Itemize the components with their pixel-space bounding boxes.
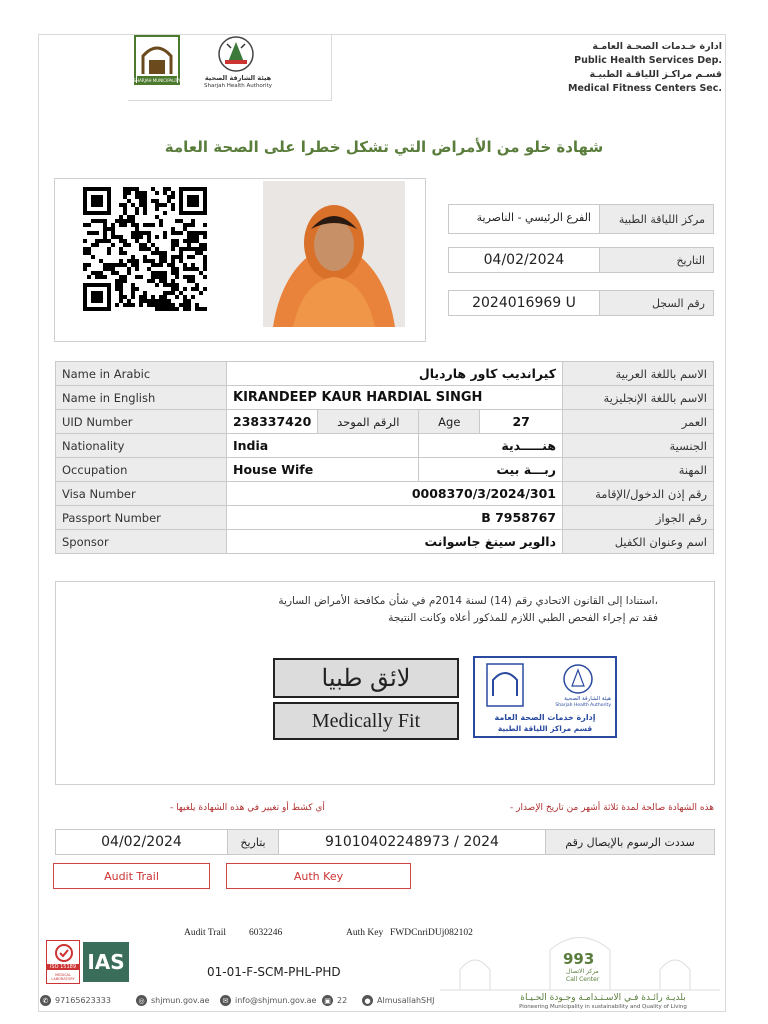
footer-website[interactable]: [136, 995, 209, 1006]
uid-label-ar: الرقم الموحد: [318, 410, 419, 434]
table-row: [56, 458, 714, 482]
slogan-en: Pioneering Municipality in sustainability and Quality of Living: [519, 1004, 687, 1010]
issue-date-value: 04/02/2024: [448, 247, 600, 273]
legal-text-line-2: فقد تم إجراء الفحص الطبي اللازم للمذكور أعلاه وكانت النتيجة: [388, 612, 658, 624]
name-ar-value: كيرانديب كاور هارديال: [227, 362, 563, 386]
email-icon: ✉: [220, 995, 231, 1006]
call-center-en: Call Center: [566, 976, 600, 983]
lab-label: MEDICAL LABORATORY: [51, 973, 75, 981]
occupation-value-ar: ربـــة بيت: [419, 458, 563, 482]
certificate-title: شهادة خلو من الأمراض التي تشكل خطرا على الصحة العامة: [164, 138, 604, 156]
result-ar: لائق طبيا: [273, 658, 459, 698]
qr-photo-panel: [54, 178, 426, 342]
age-label-en: Age: [419, 410, 480, 434]
footer-location: [362, 995, 435, 1006]
authority-en-label: Sharjah Health Authority: [203, 83, 272, 89]
applicant-photo: [263, 181, 405, 327]
phone-value: 97165623333: [55, 996, 111, 1005]
table-row: [56, 410, 714, 434]
table-row: [56, 530, 714, 554]
fax-icon: ▣: [322, 995, 333, 1006]
passport-value: B 7958767: [227, 506, 563, 530]
name-ar-label-ar: الاسم باللغة العربية: [563, 362, 714, 386]
health-authority-logo-icon: [213, 34, 259, 74]
record-number-label: رقم السجل: [599, 290, 714, 316]
qr-code: [83, 187, 207, 315]
phone-icon: ✆: [40, 995, 51, 1006]
slogan-ar: بلديـة رائـدة فـي الاسـتـدامـة وجـودة الحـيـاة: [520, 993, 686, 1003]
footer-email[interactable]: [220, 995, 316, 1006]
form-code: 01-01-F-SCM-PHL-PHD: [207, 965, 341, 979]
nationality-value-ar: هنـــــدية: [419, 434, 563, 458]
visa-label-ar: رقم إذن الدخول/الإقامة: [563, 482, 714, 506]
seal-authority-en: Sharjah Health Authority: [555, 703, 611, 708]
audit-trail-button[interactable]: Audit Trail: [53, 863, 210, 889]
applicant-info-table: [55, 361, 714, 554]
record-number-value: 2024016969 U: [448, 290, 600, 316]
check-icon: [54, 943, 74, 963]
legal-text-line-1: استنادا إلى القانون الاتحادي رقم (14) لسنة 2014م في شأن مكافحة الأمراض السارية،: [278, 595, 658, 607]
fees-date-value: 04/02/2024: [55, 829, 228, 855]
passport-label-en: Passport Number: [56, 506, 227, 530]
email-value: info@shjmun.gov.ae: [235, 996, 317, 1005]
fees-row: [55, 829, 715, 855]
sponsor-label-en: Sponsor: [56, 530, 227, 554]
dept-en-2: Medical Fitness Centers Sec.: [567, 83, 722, 94]
auth-key-label: Auth Key: [346, 928, 384, 938]
sponsor-value: دالوير سينغ جاسوانت: [227, 530, 563, 554]
location-icon: ●: [362, 995, 373, 1006]
alteration-note: - أي كشط أو تغيير في هذه الشهادة يلغيها: [170, 803, 325, 813]
issue-date-label: التاريخ: [599, 247, 714, 273]
header-logo-box: [128, 34, 332, 101]
auth-key-value: FWDCnriDUj082102: [390, 928, 473, 938]
age-value: 27: [480, 410, 563, 434]
medical-center-label: مركز اللياقة الطبية: [599, 204, 714, 234]
sponsor-label-ar: اسم وعنوان الكفيل: [563, 530, 714, 554]
validity-note: - هذه الشهادة صالحة لمدة ثلاثة أشهر من تاريخ الإصدار: [510, 803, 714, 813]
result-en: Medically Fit: [273, 702, 459, 740]
name-en-label-ar: الاسم باللغة الإنجليزية: [563, 386, 714, 410]
fees-receipt-value: 91010402248973 / 2024: [278, 829, 546, 855]
passport-label-ar: رقم الجواز: [563, 506, 714, 530]
fees-receipt-label: سددت الرسوم بالإيصال رقم: [545, 829, 715, 855]
iso-label: ISO 15189: [47, 964, 79, 970]
website-value: shjmun.gov.ae: [151, 996, 210, 1005]
call-center-number: 993: [563, 950, 595, 968]
name-en-label-en: Name in English: [56, 386, 227, 410]
authority-seal-icon: [561, 662, 595, 696]
occupation-label-ar: المهنة: [563, 458, 714, 482]
ias-badge: IAS: [83, 942, 129, 982]
municipality-seal-icon: [485, 662, 525, 708]
dept-ar-1: ادارة خـدمات الصحـة العامـة: [592, 41, 722, 52]
result-stamp: [273, 658, 459, 740]
audit-trail-label: Audit Trail: [184, 928, 226, 938]
nationality-label-ar: الجنسية: [563, 434, 714, 458]
occupation-value-en: House Wife: [227, 458, 419, 482]
authority-ar-label: هيئة الشارقة الصحية: [204, 74, 272, 82]
medical-center-value: الفرع الرئيسي - الناصرية: [448, 204, 600, 234]
seal-authority-ar: هيئة الشارقة الصحية: [564, 696, 611, 702]
seal-line-1: إدارة خدمات الصحة العامة: [494, 713, 596, 722]
nationality-label-en: Nationality: [56, 434, 227, 458]
table-row: [56, 386, 714, 410]
auth-key-button[interactable]: Auth Key: [226, 863, 411, 889]
visa-value: 0008370/3/2024/301: [227, 482, 563, 506]
iso-badge: [46, 940, 80, 984]
uid-label-en: UID Number: [56, 410, 227, 434]
table-row: [56, 434, 714, 458]
table-row: [56, 506, 714, 530]
footer-fax: [322, 995, 347, 1006]
dept-ar-2: قسـم مراكـز اللياقـة الطبيـة: [589, 69, 722, 80]
footer-phone: [40, 995, 111, 1006]
table-row: [56, 482, 714, 506]
name-en-value: KIRANDEEP KAUR HARDIAL SINGH: [227, 386, 563, 410]
uid-value: 238337420: [227, 410, 318, 434]
audit-trail-value: 6032246: [249, 928, 283, 938]
location-value: AlmusallahSHJ: [377, 996, 435, 1005]
dept-en-1: Public Health Services Dep.: [574, 55, 722, 66]
fees-date-label: بتاريخ: [227, 829, 279, 855]
table-row: [56, 362, 714, 386]
visa-label-en: Visa Number: [56, 482, 227, 506]
age-label-ar: العمر: [563, 410, 714, 434]
name-ar-label-en: Name in Arabic: [56, 362, 227, 386]
fax-value: 22: [337, 996, 348, 1005]
nationality-value-en: India: [227, 434, 419, 458]
seal-line-2: قسم مراكز اللياقة الطبية: [497, 724, 593, 733]
globe-icon: ◎: [136, 995, 147, 1006]
call-center-ar: مركز الاتصال: [566, 968, 599, 975]
municipality-logo-text: SHARJAH MUNICIPALITY: [133, 78, 181, 83]
official-seal: [473, 656, 617, 738]
occupation-label-en: Occupation: [56, 458, 227, 482]
